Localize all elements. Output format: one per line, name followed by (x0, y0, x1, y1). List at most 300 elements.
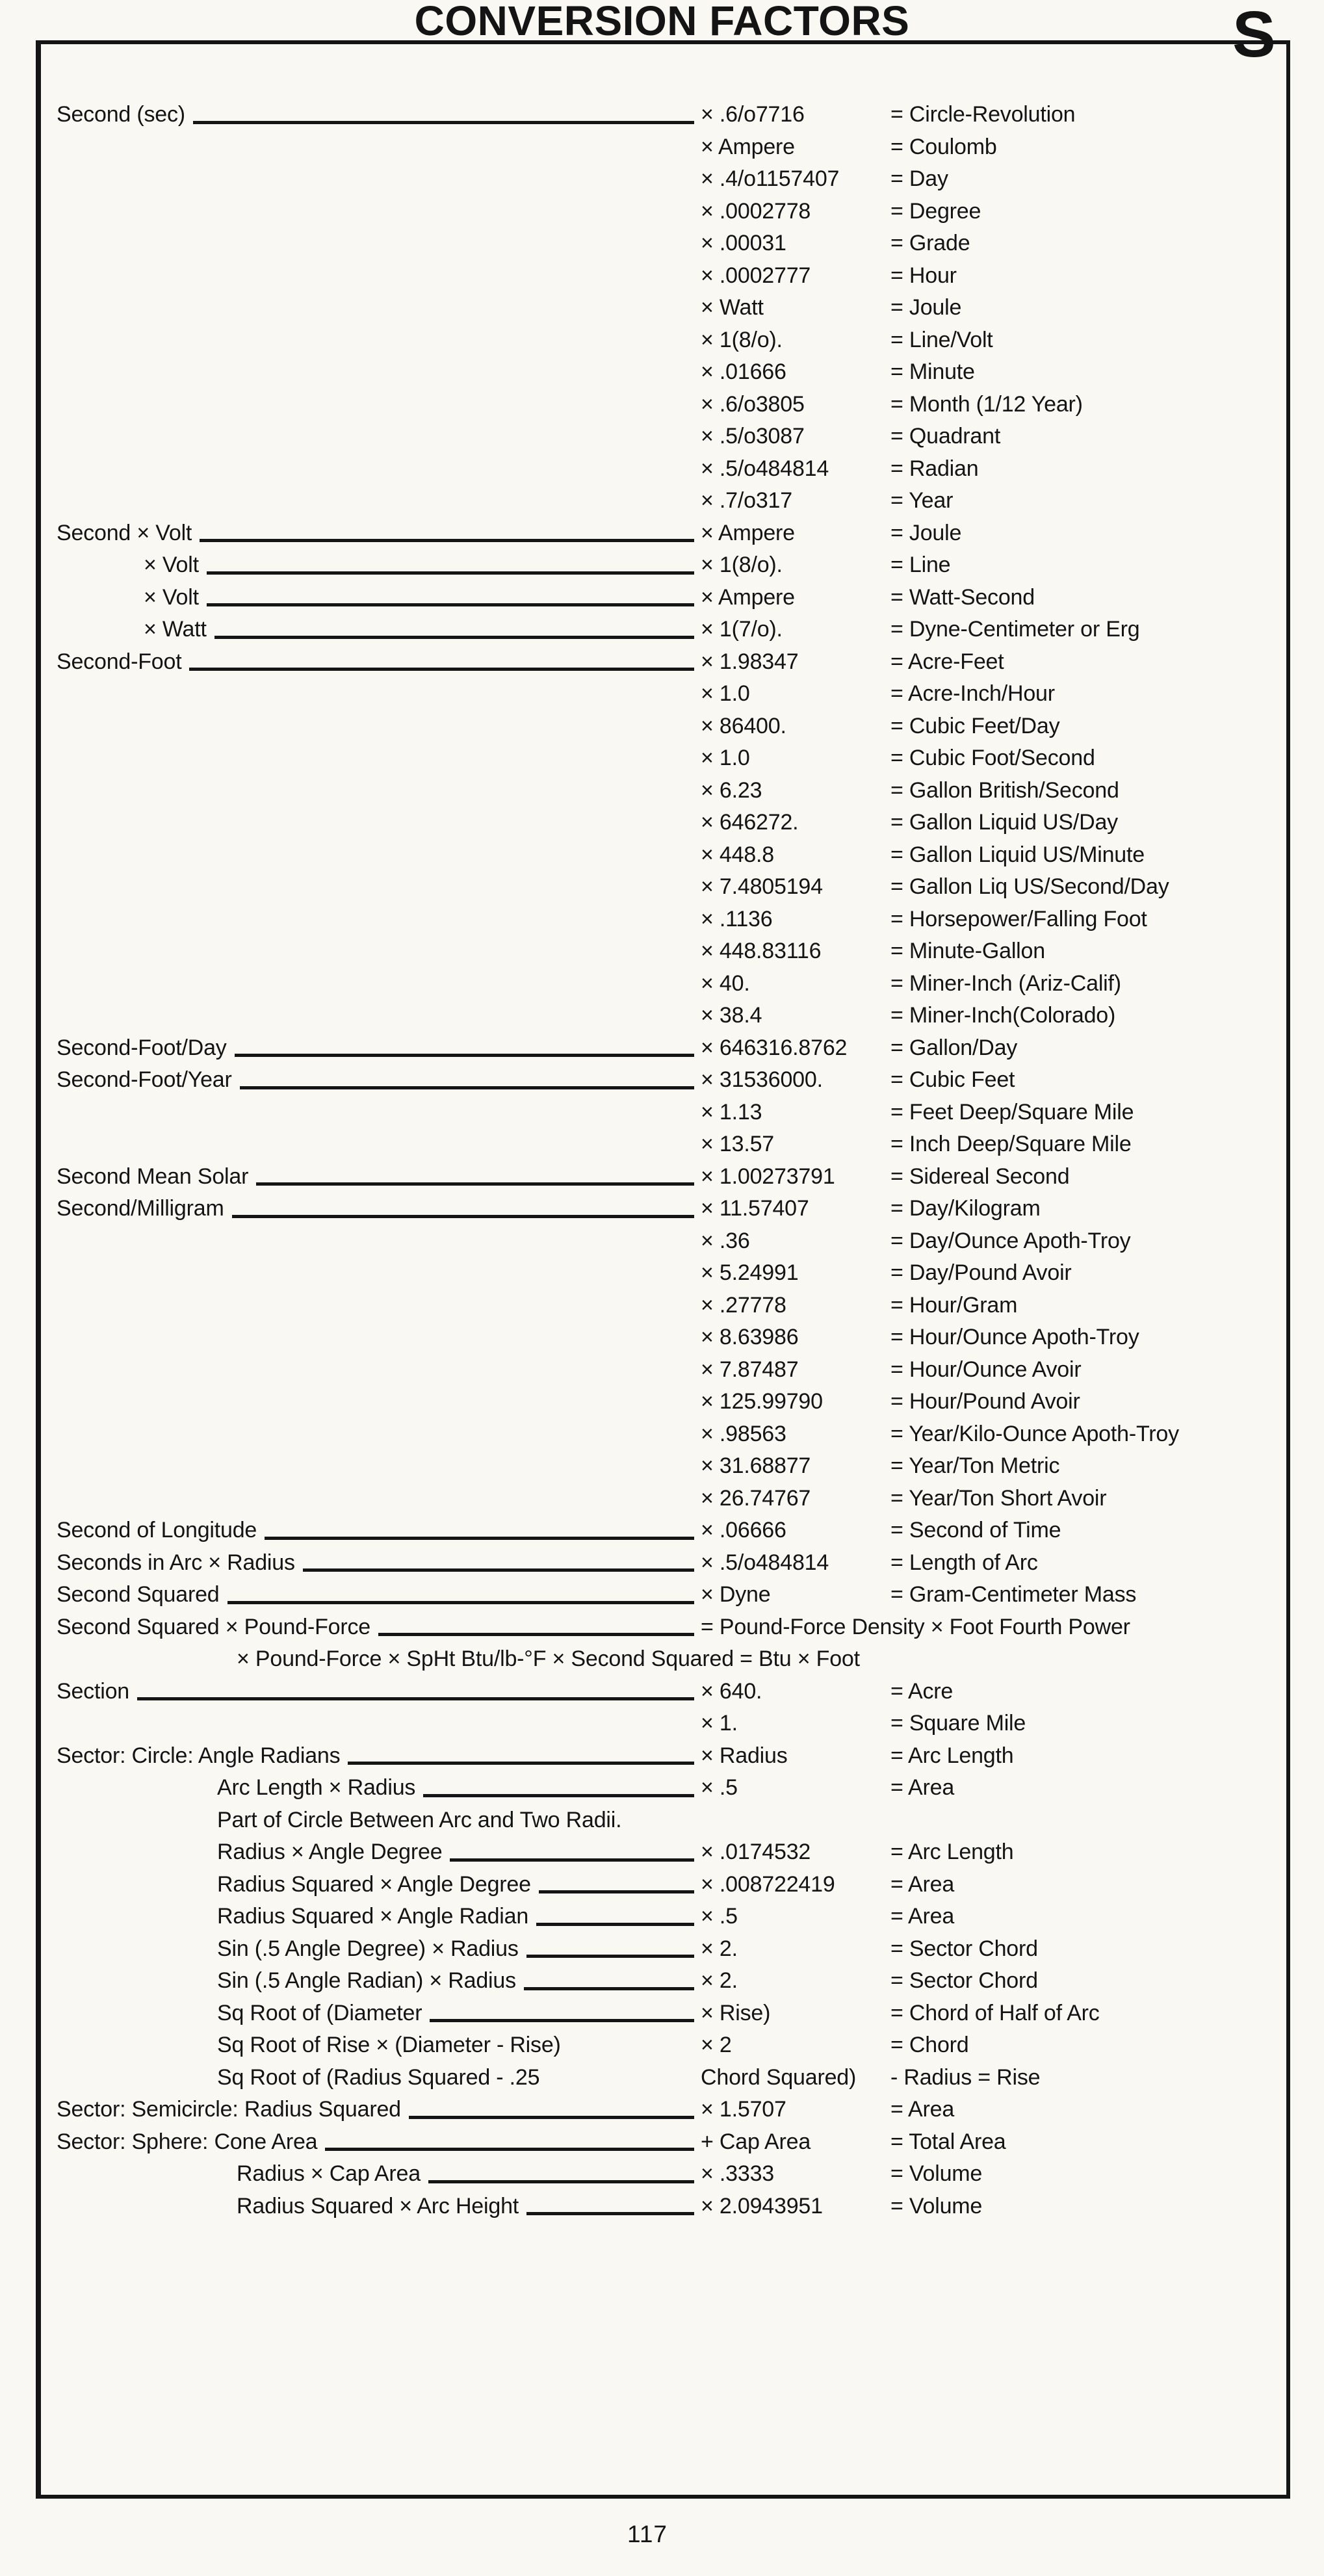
row-factor: × 5.24991 (701, 1260, 799, 1285)
table-row (57, 968, 1286, 1000)
row-result: = Coulomb (890, 134, 997, 159)
row-factor: × .3333 (701, 2161, 774, 2186)
row-result: = Gallon Liquid US/Day (890, 810, 1118, 835)
leader-spacer (57, 131, 701, 164)
row-factor: × .27778 (701, 1292, 786, 1318)
leader-spacer (57, 453, 701, 486)
table-row (57, 453, 1286, 486)
row-factor: × 1(8/o). (701, 327, 783, 352)
row-label: Radius × Cap Area (237, 2161, 421, 2186)
row-lead-zone (57, 1997, 701, 2030)
row-lead-zone (57, 2158, 701, 2191)
row-result: = Line/Volt (890, 327, 993, 352)
row-result: = Line (890, 553, 951, 577)
row-result: = Year (890, 488, 954, 513)
row-factor: × .5/o484814 (701, 456, 829, 481)
row-lead-zone (57, 163, 701, 196)
row-factor: × 31536000. (701, 1067, 823, 1092)
table-row (57, 1547, 1286, 1580)
leader-line (207, 571, 694, 575)
row-result: = Year/Ton Metric (890, 1453, 1060, 1478)
table-row (57, 2094, 1286, 2126)
row-factor: × Ampere (701, 584, 795, 610)
row-lead-zone (57, 389, 701, 421)
row-equation-text: × Pound-Force × SpHt Btu/lb-°F × Second Squared = Btu × Foot (237, 1646, 860, 1671)
row-lead-zone (57, 1032, 701, 1065)
row-lead-zone (57, 421, 701, 453)
leader-line (200, 539, 694, 542)
row-result: = Cubic Feet (890, 1067, 1015, 1092)
row-result: = Pound-Force Density × Foot Fourth Power (701, 1614, 1130, 1639)
row-lead-zone (57, 1225, 701, 1258)
row-result: = Acre-Feet (890, 649, 1004, 674)
row-label: Seconds in Arc × Radius (57, 1550, 295, 1575)
table-row (57, 1032, 1286, 1065)
leader-spacer (57, 1708, 701, 1740)
row-lead-zone (57, 196, 701, 228)
row-factor: × 13.57 (701, 1132, 774, 1156)
row-factor: × .36 (701, 1228, 750, 1253)
row-factor: × Watt (701, 295, 764, 320)
row-factor: × 40. (701, 970, 750, 996)
row-factor (701, 1804, 890, 1837)
row-result: = Year/Kilo-Ounce Apoth-Troy (890, 1421, 1179, 1446)
row-lead-zone (57, 517, 701, 550)
row-lead-zone (57, 1418, 701, 1451)
leader-spacer (57, 839, 701, 872)
leader-line (207, 603, 694, 606)
leader-line (526, 2212, 694, 2215)
leader-spacer (57, 742, 701, 775)
table-row (57, 1064, 1286, 1097)
table-row (57, 99, 1286, 131)
table-row (57, 292, 1286, 324)
row-result: = Dyne-Centimeter or Erg (890, 617, 1140, 642)
row-lead-zone (57, 1321, 701, 1354)
leader-spacer (57, 1386, 701, 1418)
row-factor: × 2 (701, 2033, 732, 2057)
table-row (57, 1708, 1286, 1740)
row-factor: × 2. (701, 1936, 738, 1961)
row-lead-zone (57, 582, 701, 614)
row-factor: × 1.0 (701, 681, 750, 706)
row-label: Second-Foot/Day (57, 1035, 227, 1060)
row-result: = Arc Length (890, 1840, 1014, 1864)
page-number: 117 (627, 2521, 668, 2547)
row-result: = Miner-Inch (Ariz-Calif) (890, 970, 1121, 996)
table-row (57, 196, 1286, 228)
leader-spacer (57, 1225, 701, 1258)
row-result: = Arc Length (890, 1743, 1014, 1768)
row-label: Sector: Semicircle: Radius Squared (57, 2097, 401, 2122)
table-row (57, 1933, 1286, 1966)
row-factor: × Ampere (701, 134, 795, 159)
row-label: Radius × Angle Degree (217, 1840, 443, 1864)
row-result: = Miner-Inch(Colorado) (890, 1003, 1116, 1028)
table-row (57, 324, 1286, 357)
row-factor: × Rise) (701, 2000, 771, 2025)
leader-spacer (57, 196, 701, 228)
table-row (57, 1740, 1286, 1773)
row-label: Second/Milligram (57, 1196, 224, 1221)
row-result: = Joule (890, 295, 962, 320)
row-lead-zone (57, 1836, 701, 1869)
table-row (57, 1193, 1286, 1225)
row-label: Second-Foot (57, 649, 182, 674)
row-lead-zone (57, 131, 701, 164)
leader-spacer (57, 904, 701, 936)
leader-spacer (57, 807, 701, 839)
leader-line (235, 1054, 694, 1057)
row-label: × Volt (144, 553, 199, 577)
leader-spacer (57, 228, 701, 260)
row-label: Second Squared (57, 1582, 220, 1607)
row-result: = Cubic Foot/Second (890, 746, 1095, 770)
leader-spacer (57, 1128, 701, 1161)
leader-spacer (561, 2029, 701, 2062)
row-lead-zone (57, 1515, 701, 1547)
leader-line (214, 636, 694, 639)
leader-spacer (57, 678, 701, 710)
leader-line (409, 2116, 694, 2119)
row-lead-zone (57, 260, 701, 293)
row-label: Part of Circle Between Arc and Two Radii. (217, 1807, 622, 1832)
table-row (57, 582, 1286, 614)
leader-spacer (57, 1257, 701, 1290)
row-result: = Gallon Liq US/Second/Day (890, 874, 1169, 899)
leader-spacer (57, 1354, 701, 1386)
table-row (57, 1450, 1286, 1483)
row-result: = Grade (890, 231, 970, 255)
row-result: = Gallon Liquid US/Minute (890, 842, 1145, 867)
table-row (57, 1483, 1286, 1515)
table-row (57, 2126, 1286, 2159)
leader-spacer (57, 163, 701, 196)
row-lead-zone (57, 1804, 701, 1837)
table-row (57, 807, 1286, 839)
row-lead-zone (57, 1547, 701, 1580)
table-row (57, 839, 1286, 872)
table-row (57, 1225, 1286, 1258)
row-factor: × .98563 (701, 1421, 786, 1446)
table-row (57, 2062, 1286, 2094)
row-result: = Day (890, 166, 948, 191)
row-label: Sq Root of (Radius Squared - .25 (217, 2064, 540, 2090)
row-label: × Watt (144, 617, 207, 642)
leader-spacer (539, 2062, 701, 2094)
row-result: = Volume (890, 2193, 983, 2218)
row-lead-zone (57, 453, 701, 486)
row-lead-zone (57, 1386, 701, 1418)
row-label: × Volt (144, 584, 199, 610)
row-result: = Degree (890, 198, 981, 224)
row-factor: Chord Squared) (701, 2064, 857, 2090)
row-lead-zone (57, 1579, 701, 1611)
row-lead-zone (57, 1901, 701, 1933)
row-lead-zone (57, 1869, 701, 1901)
leader-spacer (57, 1097, 701, 1129)
row-factor: × .4/o1157407 (701, 166, 840, 191)
row-lead-zone (57, 710, 701, 743)
row-factor: × 8.63986 (701, 1325, 799, 1349)
table-row (57, 2029, 1286, 2062)
table-row (57, 1257, 1286, 1290)
table-row (57, 1579, 1286, 1611)
row-lead-zone (57, 839, 701, 872)
row-result: = Gallon/Day (890, 1035, 1018, 1060)
leader-spacer (57, 968, 701, 1000)
leader-spacer (57, 292, 701, 324)
leader-line (240, 1086, 694, 1089)
row-result: = Chord of Half of Arc (890, 2000, 1100, 2025)
row-result: = Square Mile (890, 1711, 1026, 1736)
row-result: = Area (890, 2097, 955, 2122)
leader-line (348, 1762, 694, 1765)
leader-line (450, 1858, 694, 1862)
row-factor: × .5/o3087 (701, 424, 805, 449)
row-lead-zone (57, 1193, 701, 1225)
row-label: Second-Foot/Year (57, 1067, 232, 1092)
leader-spacer (57, 1418, 701, 1451)
row-lead-zone (57, 1064, 701, 1097)
row-result: = Hour/Pound Avoir (890, 1389, 1080, 1414)
table-row (57, 904, 1286, 936)
leader-line (137, 1697, 694, 1700)
row-factor: × 1.00273791 (701, 1164, 835, 1189)
row-lead-zone (57, 1290, 701, 1322)
row-lead-zone (57, 292, 701, 324)
row-result: = Quadrant (890, 424, 1001, 449)
table-row (57, 421, 1286, 453)
table-row (57, 678, 1286, 710)
row-lead-zone (57, 1772, 701, 1804)
row-result: = Acre-Inch/Hour (890, 681, 1055, 706)
row-factor: + Cap Area (701, 2129, 811, 2154)
leader-line (256, 1182, 694, 1186)
row-lead-zone (57, 1483, 701, 1515)
leader-spacer (57, 710, 701, 743)
row-result: = Second of Time (890, 1518, 1061, 1542)
row-lead-zone (57, 1097, 701, 1129)
row-lead-zone (57, 2094, 701, 2126)
table-row (57, 1611, 1286, 1644)
row-result: = Minute (890, 359, 975, 384)
leader-spacer (57, 421, 701, 453)
row-result: = Watt-Second (890, 584, 1035, 610)
table-row (57, 742, 1286, 775)
row-factor: × 31.68877 (701, 1453, 811, 1478)
leader-spacer (57, 775, 701, 807)
table-row (57, 1161, 1286, 1193)
row-factor: × .1136 (701, 906, 773, 931)
row-lead-zone (57, 1000, 701, 1032)
row-result: = Cubic Feet/Day (890, 713, 1060, 738)
leader-line (265, 1537, 694, 1540)
row-result: = Acre (890, 1678, 954, 1704)
leader-spacer (57, 485, 701, 517)
leader-line (378, 1633, 694, 1636)
row-factor: × 6.23 (701, 777, 762, 803)
table-row (57, 1515, 1286, 1547)
table-row (57, 228, 1286, 260)
row-result: = Sidereal Second (890, 1164, 1070, 1189)
row-factor: × 448.8 (701, 842, 774, 867)
row-factor: × .5 (701, 1775, 738, 1800)
row-factor: × 448.83116 (701, 939, 822, 963)
row-lead-zone (57, 324, 701, 357)
leader-line (428, 2180, 694, 2183)
leader-line (536, 1923, 694, 1926)
row-label: Second of Longitude (57, 1518, 257, 1542)
row-lead-zone (57, 968, 701, 1000)
table-row (57, 1097, 1286, 1129)
leader-line (539, 1890, 694, 1893)
leader-spacer (57, 389, 701, 421)
row-result: = Area (890, 1904, 955, 1929)
row-label: Second (sec) (57, 102, 185, 127)
table-row (57, 1321, 1286, 1354)
row-label: Sin (.5 Angle Radian) × Radius (217, 1968, 516, 1993)
leader-spacer (57, 356, 701, 389)
leader-spacer (57, 935, 701, 968)
row-label: Radius Squared × Arc Height (237, 2193, 519, 2218)
row-factor: × .0002778 (701, 198, 811, 224)
row-result: - Radius = Rise (890, 2064, 1041, 2090)
row-result: = Month (1/12 Year) (890, 391, 1083, 417)
row-lead-zone (57, 1161, 701, 1193)
row-factor: × 2.0943951 (701, 2193, 823, 2218)
row-result: = Sector Chord (890, 1936, 1038, 1961)
table-row (57, 614, 1286, 646)
row-factor: × 646316.8762 (701, 1035, 848, 1060)
row-result: = Volume (890, 2161, 983, 2186)
table-row (57, 389, 1286, 421)
table-row (57, 1997, 1286, 2030)
row-factor: × 11.57407 (701, 1196, 809, 1221)
row-lead-zone (57, 228, 701, 260)
row-lead-zone (57, 485, 701, 517)
row-factor: × Radius (701, 1743, 788, 1768)
row-result: = Hour/Ounce Apoth-Troy (890, 1325, 1139, 1349)
row-result (890, 1804, 1286, 1837)
row-factor: × .0174532 (701, 1840, 811, 1864)
row-lead-zone (57, 2126, 701, 2159)
row-factor: × 125.99790 (701, 1389, 823, 1414)
table-row (57, 260, 1286, 293)
row-factor: × .00031 (701, 231, 786, 255)
table-row (57, 1000, 1286, 1032)
row-factor: × 1(8/o). (701, 553, 783, 577)
row-label: Sector: Sphere: Cone Area (57, 2129, 318, 2154)
page-title: CONVERSION FACTORS (414, 0, 910, 44)
row-lead-zone (57, 1450, 701, 1483)
conversion-table (36, 40, 1290, 2499)
row-factor: × 26.74767 (701, 1485, 811, 1511)
row-result: = Radian (890, 456, 979, 481)
leader-spacer (57, 1321, 701, 1354)
row-factor: × .5 (701, 1904, 738, 1929)
table-row (57, 131, 1286, 164)
table-row (57, 646, 1286, 679)
leader-line (227, 1601, 694, 1604)
row-label: Second × Volt (57, 520, 192, 545)
leader-spacer (57, 1000, 701, 1032)
row-lead-zone (57, 1740, 701, 1773)
table-row (57, 1354, 1286, 1386)
row-lead-zone (57, 2029, 701, 2062)
row-factor: × Ampere (701, 520, 795, 545)
table-row (57, 871, 1286, 904)
row-result: = Minute-Gallon (890, 939, 1045, 963)
row-factor: × 7.87487 (701, 1357, 799, 1382)
table-row (57, 1965, 1286, 1997)
row-lead-zone (57, 1933, 701, 1966)
row-lead-zone (57, 646, 701, 679)
table-row (57, 710, 1286, 743)
table-row (57, 163, 1286, 196)
row-lead-zone (57, 99, 701, 131)
leader-line (423, 1794, 694, 1797)
row-factor: × .6/o7716 (701, 102, 805, 127)
row-result: = Hour (890, 263, 957, 288)
row-result: = Joule (890, 520, 962, 545)
row-lead-zone (57, 742, 701, 775)
row-result: = Inch Deep/Square Mile (890, 1132, 1132, 1156)
row-factor: × 1.13 (701, 1099, 762, 1125)
row-factor: × .7/o317 (701, 488, 792, 513)
row-result: = Hour/Gram (890, 1292, 1018, 1318)
section-tab-letter: S (1232, 0, 1276, 71)
leader-spacer (57, 1290, 701, 1322)
leader-line (189, 668, 694, 671)
table-row (57, 775, 1286, 807)
table-row (57, 1869, 1286, 1901)
row-factor: × .01666 (701, 359, 786, 384)
table-row (57, 1386, 1286, 1418)
row-lead-zone (57, 1676, 701, 1708)
row-lead-zone (57, 1128, 701, 1161)
row-factor: × 646272. (701, 810, 799, 835)
leader-line (430, 2019, 694, 2022)
row-result: = Feet Deep/Square Mile (890, 1099, 1134, 1125)
table-row (57, 1643, 1286, 1676)
row-result: = Sector Chord (890, 1968, 1038, 1993)
row-lead-zone (57, 904, 701, 936)
row-factor: × .06666 (701, 1518, 786, 1542)
row-lead-zone (57, 2191, 701, 2223)
row-factor: × .008722419 (701, 1871, 835, 1897)
row-factor: × 1.98347 (701, 649, 799, 674)
row-result: = Day/Kilogram (890, 1196, 1041, 1221)
row-result: = Total Area (890, 2129, 1006, 2154)
row-factor: × .5/o484814 (701, 1550, 829, 1575)
row-result: = Chord (890, 2033, 969, 2057)
row-factor: × 1.0 (701, 746, 750, 770)
table-row (57, 2158, 1286, 2191)
table-row (57, 1804, 1286, 1837)
leader-spacer (57, 871, 701, 904)
row-lead-zone (57, 1354, 701, 1386)
row-lead-zone (57, 678, 701, 710)
table-row (57, 1676, 1286, 1708)
row-label: Arc Length × Radius (217, 1775, 416, 1800)
table-row (57, 1418, 1286, 1451)
row-result: = Length of Arc (890, 1550, 1038, 1575)
row-lead-zone (57, 2062, 701, 2094)
table-row (57, 1290, 1286, 1322)
leader-line (325, 2148, 694, 2151)
table-row (57, 1772, 1286, 1804)
